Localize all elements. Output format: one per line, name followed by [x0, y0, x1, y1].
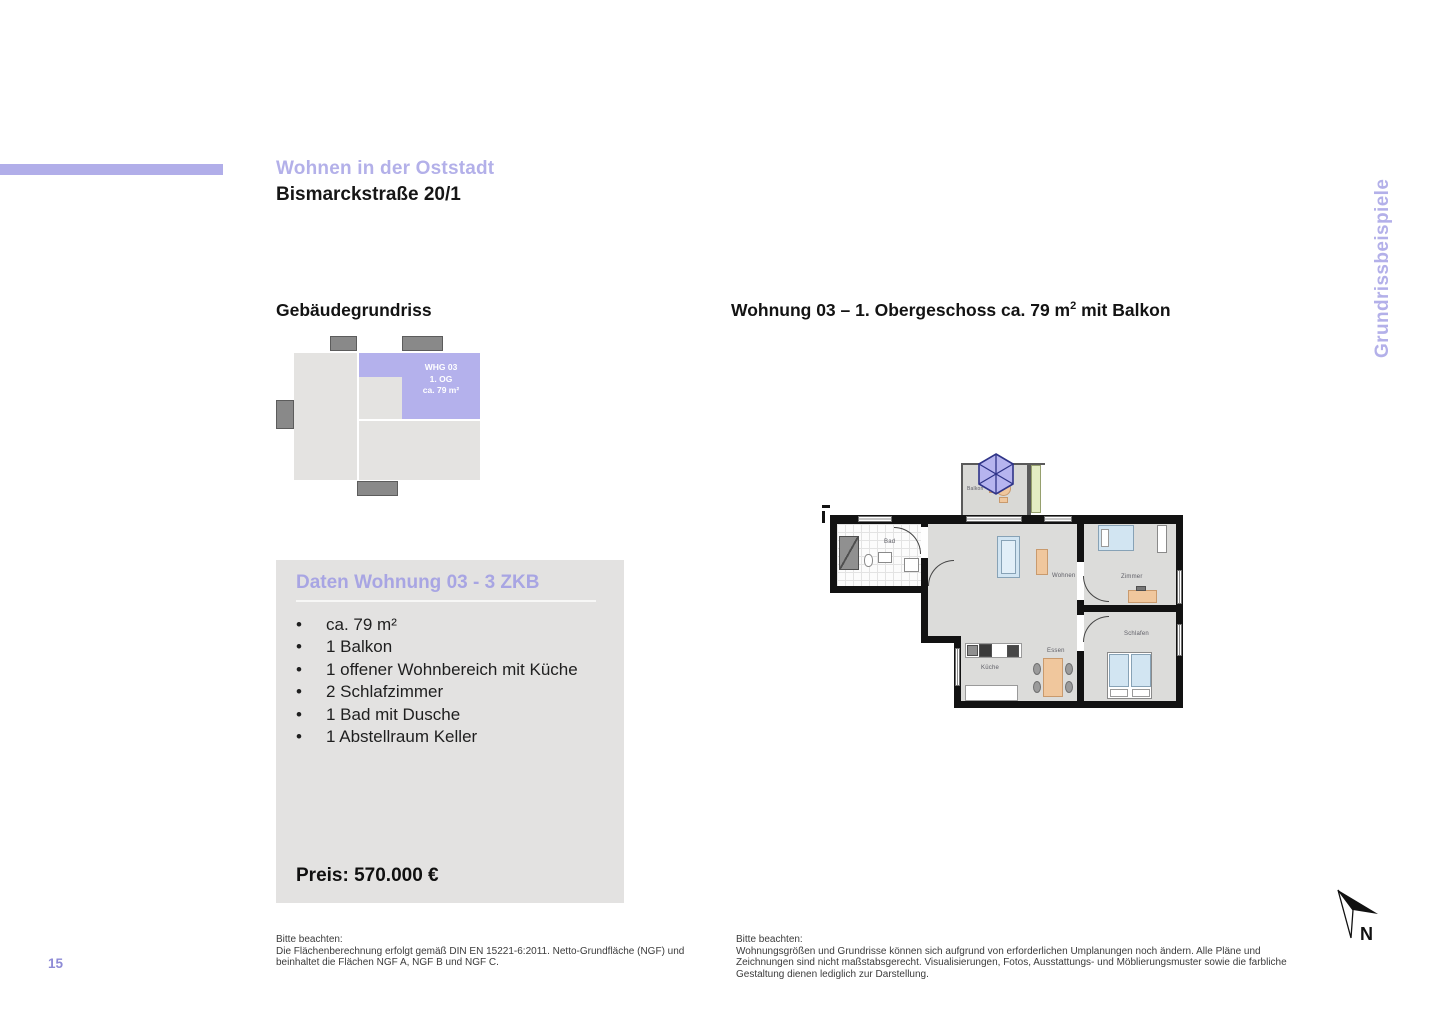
room-label-schlafen: Schlafen	[1124, 631, 1149, 637]
project-title: Wohnen in der Oststadt	[276, 158, 495, 179]
kitchen-counter	[965, 685, 1018, 701]
north-label: N	[1360, 924, 1373, 944]
pillow	[1101, 529, 1109, 547]
single-bed	[1098, 525, 1134, 551]
building-floor-plan	[270, 330, 500, 510]
wall-segment	[1077, 651, 1084, 708]
laptop	[1136, 586, 1146, 591]
sofa-cushion	[1001, 540, 1016, 574]
window	[858, 516, 892, 522]
wall-segment	[830, 586, 928, 593]
bullet-icon: •	[296, 659, 302, 679]
dining-chair	[1065, 681, 1073, 693]
sink	[878, 552, 892, 563]
accent-bar	[0, 164, 223, 175]
bath-cabinet	[904, 558, 919, 572]
bullet-icon: •	[296, 727, 302, 747]
chapter-side-label: Grundrissbeispiele	[1372, 178, 1393, 358]
dining-chair	[1065, 663, 1073, 675]
building-block	[330, 336, 357, 351]
apartment-floor-plan	[820, 450, 1192, 722]
list-item	[296, 636, 578, 658]
apartment-title-suffix: mit Balkon	[1076, 300, 1171, 320]
unit-label-line3: ca. 79 m²	[422, 385, 460, 395]
wall-segment	[954, 701, 1183, 708]
feature-list	[296, 614, 578, 748]
bullet-icon: •	[296, 637, 302, 657]
double-bed	[1107, 652, 1152, 699]
list-item	[296, 726, 578, 748]
balcony-door	[966, 516, 1022, 522]
list-item	[296, 614, 578, 636]
room-label-zimmer: Zimmer	[1121, 574, 1143, 580]
building-block	[276, 400, 294, 429]
wall-segment	[1077, 605, 1183, 612]
building-block	[357, 481, 398, 496]
feature-text: ca. 79 m²	[326, 615, 397, 634]
room-label-essen: Essen	[1047, 648, 1065, 654]
wall-segment	[921, 515, 928, 527]
list-item	[296, 681, 578, 703]
window	[1177, 570, 1182, 604]
divider-line	[296, 600, 596, 602]
note-heading: Bitte beachten:	[276, 934, 343, 945]
sideboard	[1036, 549, 1048, 575]
pillow	[1110, 689, 1128, 697]
feature-text: 1 Bad mit Dusche	[326, 704, 461, 724]
apartment-data-box	[276, 560, 624, 903]
wall-segment	[830, 515, 837, 593]
stove	[979, 644, 992, 657]
apartment-title-sup: 2	[1070, 300, 1077, 313]
mattress	[1109, 654, 1129, 687]
note-right	[736, 934, 1314, 980]
desk	[1128, 590, 1157, 603]
wardrobe	[1157, 525, 1167, 553]
note-body: Die Flächenberechnung erfolgt gemäß DIN EN 15221-6:2011. Netto-Grundfläche (NGF) und beinhaltet die Flächen NGF A, NGF B und NGF C.	[276, 945, 685, 969]
room-label-wohnen: Wohnen	[1052, 573, 1076, 579]
kitchen-sink	[967, 645, 978, 656]
room-label-balkon: Balkon	[967, 486, 984, 492]
building-unit-other	[294, 353, 357, 480]
balcony-chair	[999, 497, 1008, 503]
list-item	[296, 659, 578, 681]
feature-text: 1 Abstellraum Keller	[326, 727, 478, 747]
building-unit-other	[359, 377, 402, 419]
bullet-icon: •	[296, 615, 302, 634]
mattress	[1131, 654, 1151, 687]
dining-chair	[1033, 681, 1041, 693]
feature-text: 1 offener Wohnbereich mit Küche	[326, 659, 578, 679]
north-arrow-icon	[1330, 886, 1392, 950]
room-label-kueche: Küche	[981, 665, 1000, 671]
feature-text: 1 Balkon	[326, 637, 393, 657]
price-label: Preis: 570.000 €	[296, 865, 439, 886]
window	[955, 648, 960, 686]
note-body: Wohnungsgrößen und Grundrisse können sich aufgrund von erforderlichen Umplanungen noch ändern. Alle Pläne und Zeichnungen sind nicht maßstabsgerecht. Visualisierungen, Fotos, Ausstattungs- und Möblierungsmuster sowie die farbliche Gestaltung dienen lediglich zur Darstellung.	[736, 945, 1287, 980]
note-heading: Bitte beachten:	[736, 934, 803, 945]
window	[1177, 624, 1182, 656]
bullet-icon: •	[296, 682, 302, 702]
project-address: Bismarckstraße 20/1	[276, 184, 461, 205]
wall-tick	[822, 511, 825, 523]
feature-text: 2 Schlafzimmer	[326, 682, 444, 702]
toilet	[864, 554, 873, 567]
unit-label-line1: WHG 03	[424, 362, 458, 372]
dining-chair	[1033, 663, 1041, 675]
balcony-rail	[961, 463, 963, 517]
pillow	[1132, 689, 1150, 697]
wall-segment	[1077, 515, 1084, 562]
cooktop	[1007, 645, 1019, 657]
unit-label-line2: 1. OG	[429, 373, 453, 384]
window	[1044, 516, 1072, 522]
wall-tick	[822, 505, 830, 508]
apartment-title	[731, 300, 1171, 321]
note-left	[276, 934, 706, 969]
room-label-bad: Bad	[884, 539, 896, 545]
highlighted-unit-label	[402, 362, 480, 397]
shower	[839, 536, 859, 570]
data-box-title: Daten Wohnung 03 - 3 ZKB	[296, 572, 540, 593]
page-number: 15	[48, 956, 64, 971]
bullet-icon: •	[296, 704, 302, 724]
dining-table	[1043, 658, 1063, 697]
building-unit-other	[359, 421, 480, 480]
building-plan-title: Gebäudegrundriss	[276, 300, 432, 320]
planter-box	[1031, 465, 1041, 513]
building-block	[402, 336, 443, 351]
wall-segment	[921, 558, 928, 643]
list-item	[296, 704, 578, 726]
sofa	[997, 536, 1020, 578]
apartment-title-text: Wohnung 03 – 1. Obergeschoss ca. 79 m	[731, 300, 1071, 320]
